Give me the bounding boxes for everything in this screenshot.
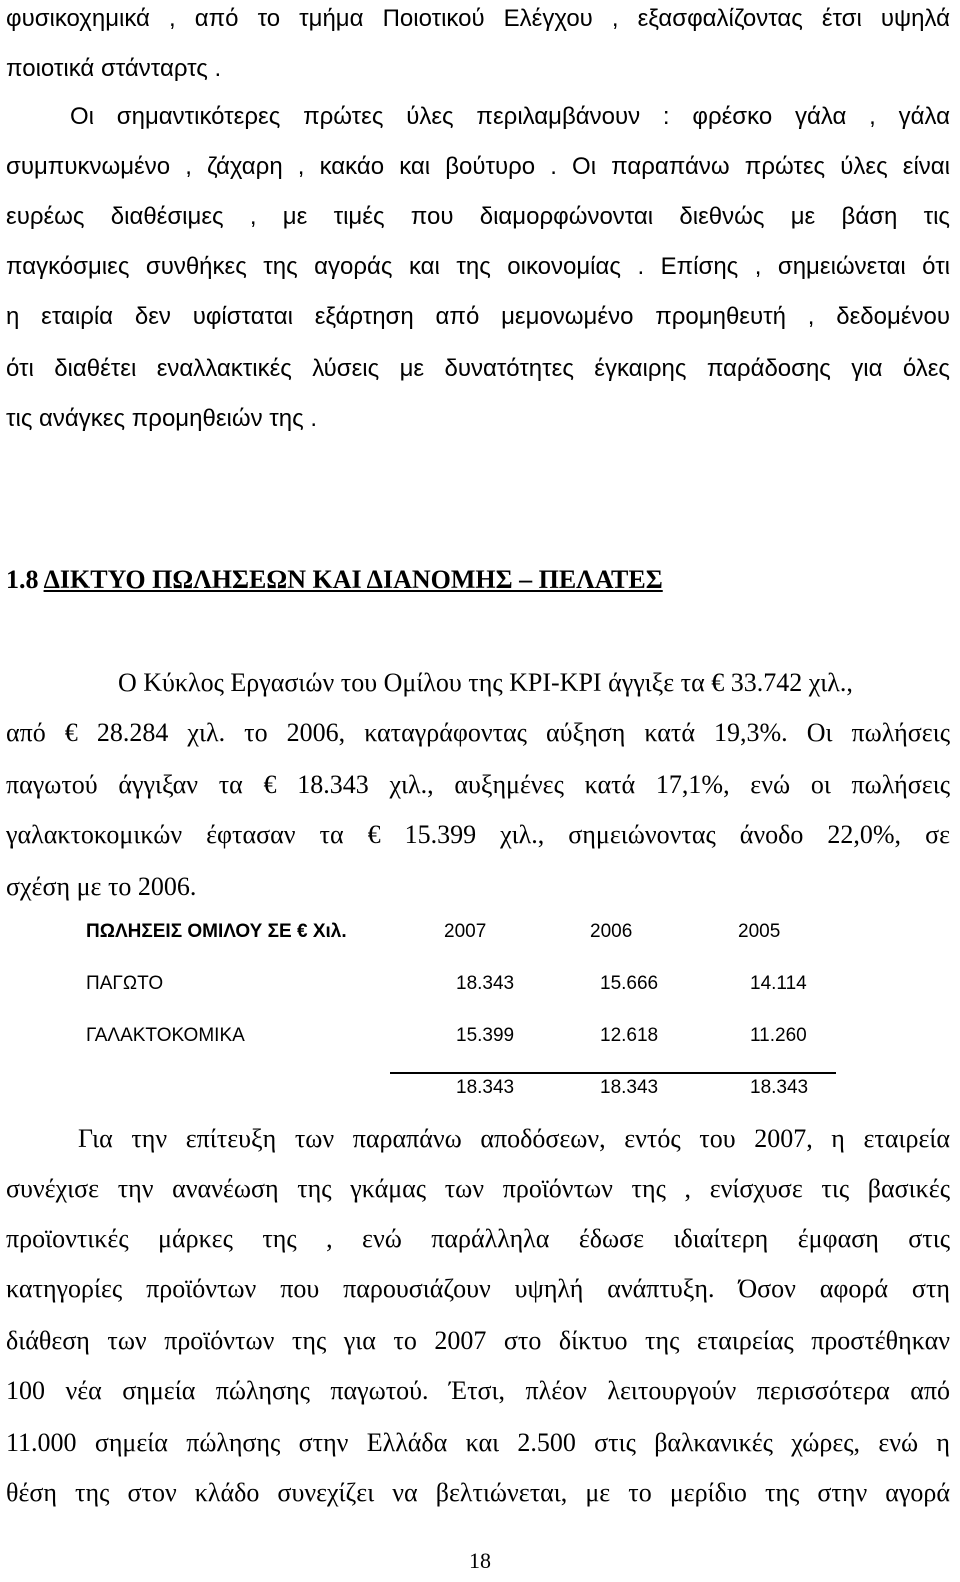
table-cell: 18.343	[456, 973, 515, 994]
intro-line: ποιοτικά στάνταρτς .	[6, 55, 222, 82]
closing-line: θέση της στον κλάδο συνεχίζει να βελτιώνεται, με το μερίδιο της στην αγορά	[6, 1478, 950, 1507]
table-total-cell: 18.343	[456, 1077, 515, 1098]
page-number: 18	[469, 1548, 491, 1573]
table-header-year: 2006	[590, 921, 633, 942]
sales-line: σχέση με το 2006.	[6, 872, 197, 901]
intro-line: Οι σημαντικότερες πρώτες ύλες περιλαμβάνουν : φρέσκο γάλα , γάλα	[70, 103, 950, 130]
intro-line: παγκόσμιες συνθήκες της αγοράς και της οικονομίας . Επίσης , σημειώνεται ότι	[6, 253, 950, 280]
table-total-cell: 18.343	[600, 1077, 659, 1098]
table-cell: 14.114	[750, 973, 807, 994]
intro-line: συμπυκνωμένο , ζάχαρη , κακάο και βούτυρο . Οι παραπάνω πρώτες ύλες είναι	[6, 153, 950, 180]
sales-line: από € 28.284 χιλ. το 2006, καταγράφοντας αύξηση κατά 19,3%. Οι πωλήσεις	[6, 718, 950, 747]
sales-line: γαλακτοκομικών έφτασαν τα € 15.399 χιλ., σημειώνοντας άνοδο 22,0%, σε	[6, 820, 950, 849]
intro-line: η εταιρία δεν υφίσταται εξάρτηση από μεμονωμένο προμηθευτή , δεδομένου	[6, 303, 950, 330]
table-row-label: ΠΑΓΩΤΟ	[86, 973, 164, 994]
intro-line: τις ανάγκες προμηθειών της .	[6, 405, 317, 432]
section-number: 1.8	[6, 565, 39, 594]
closing-line: προϊοντικές μάρκες της , ενώ παράλληλα έδωσε ιδιαίτερη έμφαση στις	[6, 1224, 950, 1253]
table-total-cell: 18.343	[750, 1077, 809, 1098]
table-cell: 12.618	[600, 1025, 659, 1046]
section-title: ΔΙΚΤΥΟ ΠΩΛΗΣΕΩΝ ΚΑΙ ΔΙΑΝΟΜΗΣ – ΠΕΛΑΤΕΣ	[43, 565, 663, 594]
closing-line: Για την επίτευξη των παραπάνω αποδόσεων, εντός του 2007, η εταιρεία	[78, 1124, 950, 1153]
intro-line: ευρέως διαθέσιμες , με τιμές που διαμορφώνονται διεθνώς με βάση τις	[6, 203, 950, 230]
table-cell: 11.260	[750, 1025, 807, 1046]
closing-line: 100 νέα σημεία πώλησης παγωτού. Έτσι, πλέον λειτουργούν περισσότερα από	[6, 1376, 950, 1405]
sales-line: Ο Κύκλος Εργασιών του Ομίλου της ΚΡΙ-ΚΡΙ άγγιξε τα € 33.742 χιλ.,	[118, 668, 853, 697]
table-row-label: ΓΑΛΑΚΤΟΚΟΜΙΚΑ	[86, 1025, 245, 1046]
intro-line: ότι διαθέτει εναλλακτικές λύσεις με δυνατότητες έγκαιρης παράδοσης για όλες	[6, 355, 950, 382]
table-cell: 15.666	[600, 973, 659, 994]
closing-line: διάθεση των προϊόντων της για το 2007 στο δίκτυο της εταιρείας προστέθηκαν	[6, 1326, 950, 1355]
intro-line: φυσικοχημικά , από το τμήμα Ποιοτικού Ελέγχου , εξασφαλίζοντας έτσι υψηλά	[6, 5, 950, 32]
section-heading	[6, 565, 663, 595]
sales-line: παγωτού άγγιξαν τα € 18.343 χιλ., αυξημένες κατά 17,1%, ενώ οι πωλήσεις	[6, 770, 950, 799]
closing-line: 11.000 σημεία πώλησης στην Ελλάδα και 2.500 στις βαλκανικές χώρες, ενώ η	[6, 1428, 950, 1457]
table-header-label: ΠΩΛΗΣΕΙΣ ΟΜΙΛΟΥ ΣΕ € Χιλ.	[86, 921, 347, 942]
table-total-rule	[390, 1072, 836, 1074]
closing-line: συνέχισε την ανανέωση της γκάμας των προϊόντων της , ενίσχυσε τις βασικές	[6, 1174, 950, 1203]
table-cell: 15.399	[456, 1025, 515, 1046]
closing-line: κατηγορίες προϊόντων που παρουσιάζουν υψηλή ανάπτυξη. Όσον αφορά στη	[6, 1274, 950, 1303]
table-header-year: 2005	[738, 921, 781, 942]
table-header-year: 2007	[444, 921, 487, 942]
